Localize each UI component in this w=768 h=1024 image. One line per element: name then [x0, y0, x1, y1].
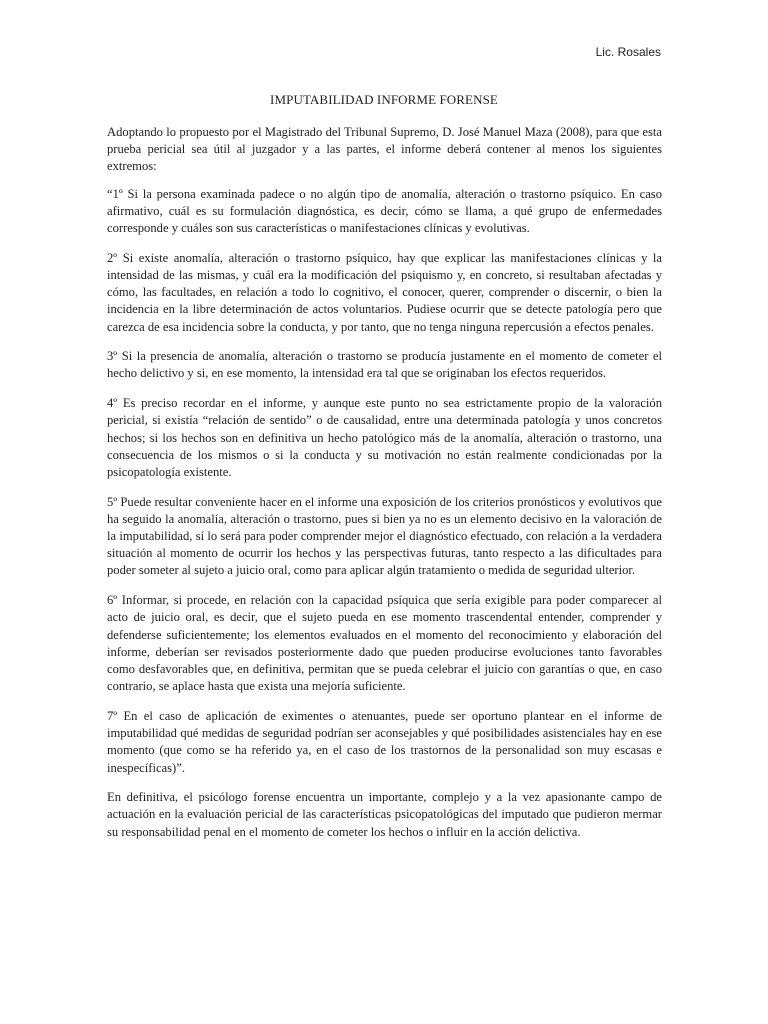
point-4-paragraph: 4º Es preciso recordar en el informe, y aunque este punto no sea estrictamente propio de la valoración pericial, si existía “relación de sentido” o de causalidad, entre una determinada patología y unos concretos hechos; si los hechos son en definitiva un hecho patológico más de la anomalía, alteración o trastorno, una consecuencia de los mismos o si la conducta y su motivación no están realmente condicionadas por la psicopatología existente. — [107, 396, 662, 479]
intro-paragraph: Adoptando lo propuesto por el Magistrado del Tribunal Supremo, D. José Manuel Maza (2008), para que esta prueba pericial sea útil al juzgador y a las partes, el informe deberá contener al menos los siguientes extremos: — [107, 125, 662, 174]
point-1-paragraph: “1º Si la persona examinada padece o no algún tipo de anomalía, alteración o trastorno psíquico. En caso afirmativo, cuál es su formulación diagnóstica, es decir, cómo se llama, a qué grupo de enfermedades corresponde y cuáles son sus características o manifestaciones clínicas y evolutivas. — [107, 186, 662, 236]
point-5-paragraph: 5º Puede resultar conveniente hacer en el informe una exposición de los criterios pronósticos y evolutivos que ha seguido la anomalía, alteración o trastorno, pues si bien ya no es un elemento decisivo en la valoración de la imputabilidad, sí lo será para poder comprender mejor el diagnóstico efectuado, con relación a la verdadera situación al momento de ocurrir los hechos y las perspectivas futuras, tanto respecto a las dificultades para poder someter al sujeto a juicio oral, como para aplicar algún tratamiento o medida de seguridad ulterior. — [107, 494, 662, 578]
document-title: IMPUTABILIDAD INFORME FORENSE — [270, 92, 498, 107]
document-body — [107, 124, 662, 853]
author-name: Lic. Rosales — [595, 45, 661, 59]
conclusion-paragraph: En definitiva, el psicólogo forense encuentra un importante, complejo y a la vez apasionante campo de actuación en la evaluación pericial de las características psicopatológicas del imputado que pudieron mermar su responsabilidad penal en el momento de cometer los hechos o influir en la acción delictiva. — [107, 790, 662, 839]
point-2-paragraph: 2º Si existe anomalía, alteración o trastorno psíquico, hay que explicar las manifestaciones clínicas y la intensidad de las mismas, y cuál era la modificación del psiquismo y, en concreto, si resultaban afectadas y cómo, las facultades, en relación a todo lo cognitivo, el conocer, querer, comprender o discernir, o bien la incidencia en la libre determinación de actos voluntarios. Pudiese ocurrir que se detecte patología pero que carezca de esa incidencia sobre la conducta, y por tanto, que no tenga ninguna repercusión a efectos penales. — [107, 250, 662, 334]
point-3-paragraph: 3º Si la presencia de anomalía, alteración o trastorno se producía justamente en el momento de cometer el hecho delictivo y si, en ese momento, la intensidad era tal que se originaban los efectos requeridos. — [107, 349, 662, 381]
point-7-paragraph: 7º En el caso de aplicación de eximentes o atenuantes, puede ser oportuno plantear en el informe de imputabilidad qué medidas de seguridad podrían ser aconsejables y qué posibilidades asistenciales hay en ese momento (que como se ha referido ya, en el caso de los trastornos de la personalidad son muy escasas e inespecíficas)”. — [107, 708, 662, 775]
point-6-paragraph: 6º Informar, si procede, en relación con la capacidad psíquica que sería exigible para poder comparecer al acto de juicio oral, es decir, que el sujeto pueda en ese momento trascendental entender, comprender y defenderse suficientemente; los elementos evaluados en el momento del reconocimiento y elaboración del informe, deberían ser revisados posteriormente dado que pueden producirse evoluciones tanto favorables como desfavorables que, en definitiva, permitan que se pueda celebrar el juicio con garantías o que, en caso contrario, se aplace hasta que exista una mejoría suficiente. — [107, 593, 662, 694]
